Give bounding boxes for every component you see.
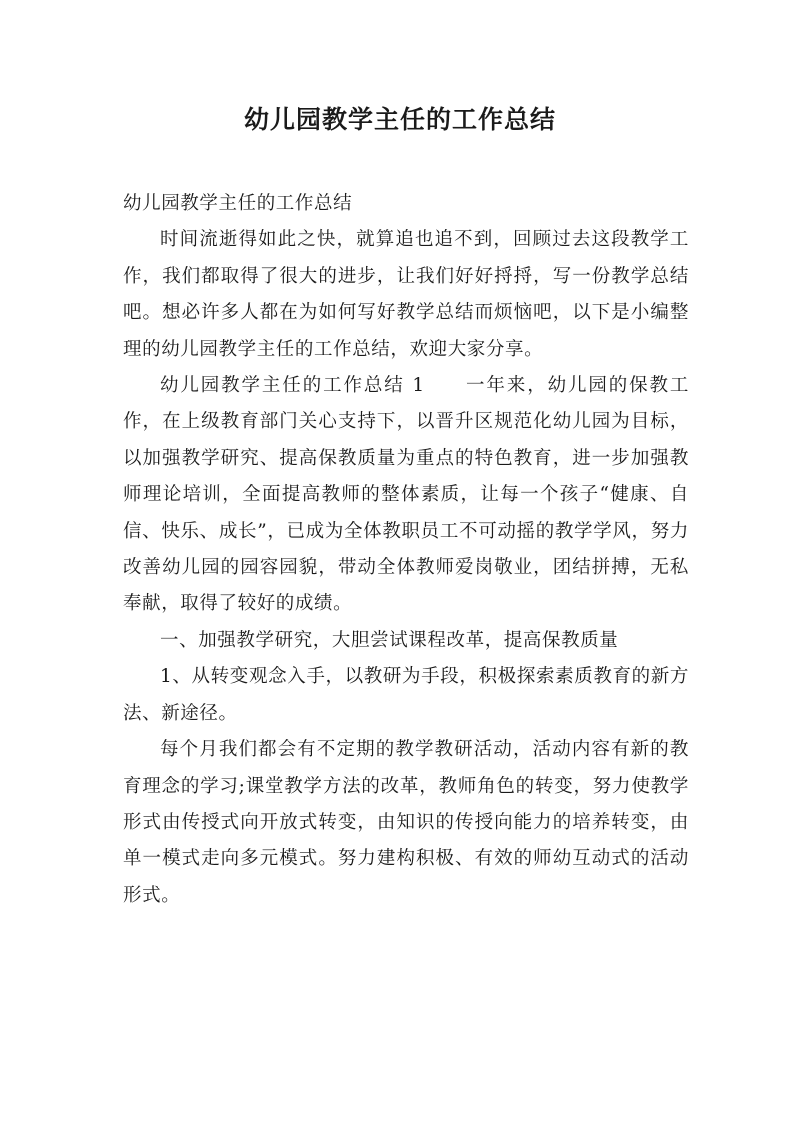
point1-heading: 一、加强教学研究，大胆尝试课程改革，提高保教质量 (160, 629, 619, 651)
document-body (123, 186, 689, 914)
point1-1-paragraph: 1、从转变观念入手，以教研为手段，积极探索素质教育的新方法、新途径。 (123, 666, 689, 724)
intro-paragraph: 时间流逝得如此之快，就算追也追不到，回顾过去这段教学工作，我们都取得了很大的进步，让我们好好捋捋，写一份教学总结吧。想必许多人都在为如何写好教学总结而烦恼吧，以下是小编整理的幼儿园教学主任的工作总结，欢迎大家分享。 (123, 229, 689, 360)
section1-paragraph (123, 368, 689, 623)
document-title: 幼儿园教学主任的工作总结 (243, 105, 556, 134)
subtitle-paragraph: 幼儿园教学主任的工作总结 (123, 193, 353, 214)
monthly-activity-paragraph: 每个月我们都会有不定期的教学教研活动，活动内容有新的教育理念的学习;课堂教学方法的改革，教师角色的转变，努力使教学形式由传授式向开放式转变，由知识的传授向能力的培养转变，由单一模式走向多元模式。努力建构积极、有效的师幼互动式的活动形式。 (123, 739, 689, 906)
section1-heading: 幼儿园教学主任的工作总结 1 (160, 375, 425, 397)
section1-body: 一年来，幼儿园的保教工作，在上级教育部门关心支持下，以晋升区规范化幼儿园为目标，以加强教学研究、提高保教质量为重点的特色教育，进一步加强教师理论培训，全面提高教师的整体素质，让每一个孩子“健康、自信、快乐、成长”，已成为全体教职员工不可动摇的教学学风，努力改善幼儿园的园容园貌，带动全体教师爱岗敬业，团结拼搏，无私奉献，取得了较好的成绩。 (123, 375, 689, 615)
